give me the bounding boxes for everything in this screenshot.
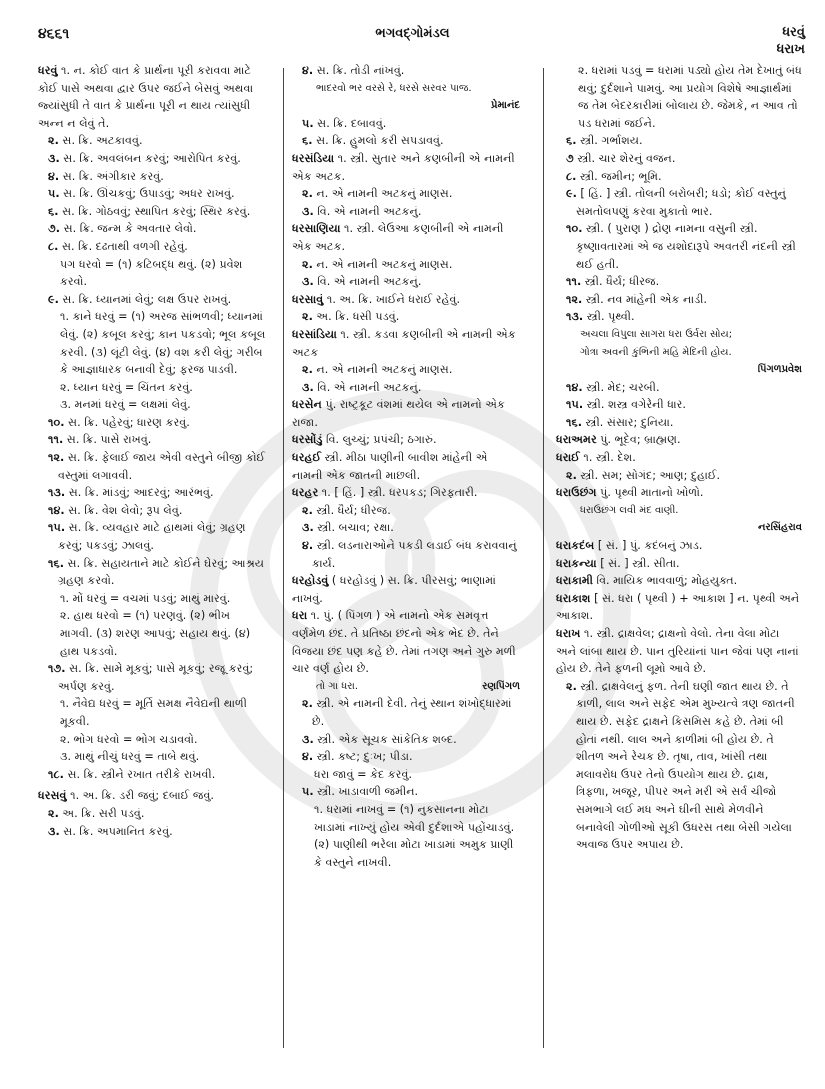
definition: [ સં. ] પું. કદંબનું ઝાડ. <box>594 539 703 553</box>
sense-number: ૨. <box>566 468 577 482</box>
sense-number: ૬. <box>48 204 59 218</box>
definition: સ્ત્રી. ધૈર્ય; ધીરજ. <box>312 503 391 517</box>
definition: સ્ત્રી. એ નામની દેવી. તેનું સ્થાન શંખોદ્ધારમાં છે. <box>312 697 512 728</box>
sense-number: ૨. <box>48 806 59 820</box>
headword: ધરા <box>292 609 308 623</box>
definition: સ્ત્રી. ખાડાવાળી જમીન. <box>313 785 419 799</box>
sense-number: ૬. <box>302 134 313 148</box>
sense <box>566 291 802 309</box>
idiom: ૩. માથું નીચું ધરવું = તાબે થવું. <box>60 750 200 764</box>
sense <box>302 731 520 749</box>
quote-source: રણપિંગળ <box>482 680 520 692</box>
dictionary-entry <box>38 787 266 805</box>
dictionary-entry <box>556 537 802 555</box>
page-number: ૪૬૬૧ <box>38 26 70 42</box>
definition: સ. ક્રિ. પહેરવું; ધારણ કરવું. <box>64 415 190 429</box>
sense <box>302 783 520 801</box>
definition: વિ. એ નામની અટકનું. <box>313 275 422 289</box>
headword: ધરહર <box>292 486 319 500</box>
headword: ધરહોડવું <box>292 574 329 588</box>
definition: ૧. ન. કોઈ વાત કે પ્રાર્થના પૂરી કરાવવા માટે કોઈ પાસે અથવા દ્વાર ઉપર જઈને બેસવું અથવા જ્યાંસુધી તે વાત કે પ્રાર્થના પૂરી ન થાય ત્યાંસુધી અન્ન ન લેવું તે. <box>38 64 254 130</box>
definition: [ સં. ] સ્ત્રી. સીતા. <box>596 556 680 570</box>
dictionary-entry <box>292 607 520 677</box>
definition: [ હિં. ] સ્ત્રી. તોલની બરોબરી; ધડો; કોઈ વસ્તુનું સમતોલપણું કરવા મુકાતો ભાર. <box>576 187 786 218</box>
sense-number: ૨. <box>302 187 313 201</box>
dictionary-entry <box>292 484 520 502</box>
headword: ધરસંડિયા <box>292 151 335 165</box>
sense-number: ૩. <box>302 732 314 746</box>
quotation <box>556 326 802 344</box>
definition: [ સં. ધરા ( પૃથ્વી ) + આકાશ ] ન. પૃથ્વી અને આકાશ. <box>556 591 800 623</box>
sense <box>302 502 520 520</box>
definition: સ. ક્રિ. વેશ લેવો; રૂપ લેવું. <box>64 503 183 517</box>
sense <box>566 379 802 397</box>
sense-number: ૧૧. <box>566 275 582 289</box>
definition: ૧. અ. ક્રિ. ખાઈને ધરાઈ રહેવું. <box>323 292 461 306</box>
sense <box>302 379 520 397</box>
quote-text: ધરાઉછંગ લવી મંદ વાણી. <box>580 504 679 516</box>
sense-number: ૯. <box>566 187 577 201</box>
quote-text: તો ગા ધરા. <box>316 680 359 692</box>
definition: પું. ભૂદેવ; બ્રાહ્મણ. <box>596 433 681 447</box>
quotation <box>556 344 802 362</box>
sense-number: ૧૦. <box>48 415 65 429</box>
sense <box>302 748 520 766</box>
sense <box>566 467 802 485</box>
sense-number: ૧૦. <box>566 222 583 236</box>
sense <box>566 396 802 414</box>
sense <box>48 555 266 590</box>
quote-source: નરસિંહરાવ <box>758 522 802 534</box>
definition: ( ધરહોડવું ) સ. ક્રિ. પીરસવું; ભાણામાં નાખવું. <box>292 574 496 605</box>
definition: વિ. એ નામની અટકનું. <box>313 204 422 218</box>
definition: વિ. માયિક ભાવવાળું; મોહયુક્ત. <box>592 574 738 588</box>
sense-number: ૭ <box>566 151 574 165</box>
sense-number: ૨. <box>302 257 313 271</box>
idiom: ધરા જાવું = કેદ કરવું. <box>314 767 412 781</box>
definition: સ. ક્રિ. સહાયતાને માટે કોઈને ઘેરવું; આશ્રય ગ્રહણ કરવો. <box>58 556 265 588</box>
definition: સ. ક્રિ. જન્મ કે અવતાર લેવો. <box>60 222 197 236</box>
sense-number: ૫. <box>48 187 60 201</box>
sense <box>48 519 266 554</box>
sense <box>302 519 520 537</box>
definition: સ્ત્રી. શસ્ત્ર વગેરેની ધાર. <box>583 398 686 412</box>
sense <box>48 185 266 203</box>
dictionary-entry <box>556 625 802 678</box>
definition: સ્ત્રી. મીઠા પાણીની બાવીશ માંહેની એ નામની એક જાતની માછલી. <box>292 451 488 482</box>
definition: વિ. લુચ્ચું; પ્રપંચી; ઠગારું. <box>322 433 437 447</box>
sense-number: ૧૩. <box>566 310 584 324</box>
definition: સ. ક્રિ. ગોઠવવું; સ્થાપિત કરવું; સ્થિર કરવું. <box>58 204 251 218</box>
idiom: ૨. ધરામાં પડવું = ધરામાં પડ્યો હોય તેમ દેખાતું બંધ થવું; દુર્દશાને પામવું. આ પ્રયોગ વિશેષે આજ્ઞાર્થમાં જ તેમ બેદરકારીમાં બોલાય છે. જેમકે, ન આવ તો પડ ધરામાં જઈને. <box>578 64 802 130</box>
sense <box>302 273 520 291</box>
definition: પું. રાષ્ટ્રકૂટ વંશમાં થયેલ એ નામનો એક રાજા. <box>292 398 505 429</box>
sense <box>302 185 520 203</box>
definition: ૧. પું. ( પિંગળ ) એ નામનો એક સમવૃત્ત વર્ણમેળ છંદ. તે પ્રતિષ્ઠા છંદનો એક ભેદ છે. તેને વિજયા છંદ પણ કહે છે. તેમાં તગણ અને ગુરુ મળી ચાર વર્ણ હોય છે. <box>292 609 516 676</box>
sense <box>566 414 802 432</box>
dictionary-entry <box>556 484 802 502</box>
dictionary-entry <box>292 220 520 255</box>
sense <box>302 132 520 150</box>
definition: સ. ક્રિ. અવલંબન કરવું; આરોપિત કરવું. <box>59 151 241 165</box>
dictionary-entry <box>292 291 520 309</box>
definition: સ્ત્રી. સમ; સોગંદ; આણ; દુહાઈ. <box>576 468 721 482</box>
column-divider <box>543 68 544 1048</box>
headword: ધરાખ <box>556 627 581 640</box>
definition: સ. ક્રિ. ઊંચકવું; ઉપાડવું; અધર રાખવું. <box>59 187 235 201</box>
sense-number: ૧૫. <box>566 398 584 412</box>
headword: ધરાકન્યા <box>556 556 597 570</box>
definition: ૧. સ્ત્રી. દેશ. <box>579 451 636 465</box>
definition: સ્ત્રી. બચાવ; રક્ષા. <box>313 521 394 535</box>
sense <box>48 484 266 502</box>
sense <box>48 238 266 256</box>
definition: સ. ક્રિ. દઢતાથી વળગી રહેવું. <box>58 239 188 253</box>
sense-number: ૩. <box>48 824 60 838</box>
column-right <box>556 62 802 854</box>
sense <box>566 308 802 326</box>
sense <box>48 203 266 221</box>
sense-number: ૩. <box>302 275 314 289</box>
sense-number: ૮. <box>48 239 59 253</box>
sense <box>302 308 520 326</box>
definition: ૧. સ્ત્રી. સુતાર અને કણબીની એ નામની એક અટક. <box>292 151 515 183</box>
sense <box>302 537 520 572</box>
sense-number: ૨. <box>302 310 313 324</box>
headword: ધરાકામી <box>556 574 593 588</box>
headword: ધરસેન <box>292 398 322 412</box>
sense <box>302 62 520 80</box>
sense-number: ૩. <box>302 380 314 394</box>
sense <box>566 185 802 220</box>
headword: ધરાઈ <box>556 451 580 465</box>
definition: સ. ક્રિ. તોડી નાંખવું. <box>313 64 405 77</box>
definition: ન. એ નામની અટકનું માણસ. <box>312 187 453 201</box>
column-divider <box>283 68 284 1048</box>
definition: ૧. સ્ત્રી. કડવા કણબીની એ નામની એક અટક <box>292 327 516 359</box>
idiom: ૧. કાને ધરવું = (૧) અરજ સાંભળવી; ધ્યાનમાં લેવું. (૨) કબૂલ કરવું; કાન પકડવો; ભૂલ કબૂલ કરવી. (૩) લૂંટી લેવું. (૪) વશ કરી લેવું; ગરીબ કે આજ્ઞાધારક બનાવી દેવું; ફરજ પાડવી. <box>60 310 266 377</box>
headword: ધરસાણિયા <box>292 222 341 236</box>
definition: સ્ત્રી. નવ માંહેની એક નાડી. <box>582 292 707 306</box>
definition: સ. ક્રિ. સ્ત્રીને રખાત તરીકે રાખવી. <box>63 767 216 781</box>
definition: સ. ક્રિ. પાસે રાખવું. <box>63 433 152 447</box>
definition: સ્ત્રી. મેદ; ચરબી. <box>582 380 660 394</box>
sense-number: ૧૬. <box>566 415 582 429</box>
headword: ધરસાંડિયા <box>292 327 337 341</box>
quote-source: પ્રેમાનંદ <box>490 100 520 112</box>
definition: સ્ત્રી. લડનારાઓને પકડી લડાઈ બંધ કરાવવાનું કાર્ય. <box>312 539 517 570</box>
quote-text: અચલા વિપુલા સાગરા ધરા ઉર્વરા સોય; <box>580 328 733 340</box>
quote-source: પિંગળપ્રવેશ <box>757 364 802 376</box>
definition: ન. એ નામની અટકનું માણસ. <box>312 257 453 271</box>
sense <box>302 361 520 379</box>
definition: સ્ત્રી. સંસાર; દુનિયા. <box>582 415 674 429</box>
sense-number: ૧૮. <box>48 767 64 781</box>
definition: ૧. સ્ત્રી. દ્રાક્ષવેલ; દ્રાક્ષનો વેલો. તેના વેલા મોટા અને લાંબા થાય છે. પાન તુરિયાંનાં પાન જેવાં પણ નાનાં હોય છે. તેને ફળની લૂમો આવે છે. <box>556 627 799 676</box>
definition: સ. ક્રિ. ફેલાઈ જાય એવી વસ્તુને બીજી કોઈ વસ્તુમાં લગાવવી. <box>58 451 266 482</box>
headword: ધરહઈ <box>292 451 322 465</box>
definition: સ. ક્રિ. દબાવવું. <box>313 116 387 130</box>
dictionary-entry <box>556 449 802 467</box>
sense <box>302 256 520 274</box>
definition: સ્ત્રી. જમીન; ભૂમિ. <box>576 169 662 183</box>
sense-number: ૪. <box>302 539 314 553</box>
definition: સ. ક્રિ. અટકાવવું. <box>58 134 143 148</box>
sense-number: ૨. <box>566 679 577 693</box>
sense-number: ૪. <box>302 750 314 764</box>
idiom: ૨. ધ્યાન ધરવું = ચિંતન કરવું. <box>60 380 193 394</box>
column-left <box>38 62 266 840</box>
headword: ધરસાવું <box>292 292 324 306</box>
sense <box>566 678 802 854</box>
quotation <box>292 678 520 696</box>
definition: ૧. [ હિં. ] સ્ત્રી. ધરપકડ; ગિરફતારી. <box>318 486 478 500</box>
headword: ધરાઉછંગ <box>556 486 597 500</box>
definition: સ. ક્રિ. હુમલો કરી સપડાવવું. <box>312 134 444 148</box>
definition: સ. ક્રિ. સામે મૂકવું; પાસે મૂકવું; રજૂ કરવું; અર્પણ કરવું. <box>58 662 254 693</box>
sense <box>302 203 520 221</box>
page-title: ભગવદ્ગોમંડલ <box>375 26 450 41</box>
definition: સ્ત્રી. ( પુરાણ ) દ્રોણ નામના વસુની સ્ત્રી. કૃષ્ણાવતારમાં એ જ યશોદારૂપે અવતરી નંદની સ્ત્રી થઈ હતી. <box>576 222 796 271</box>
column-middle <box>292 62 520 871</box>
definition: અ. ક્રિ. ધસી પડવું. <box>312 310 400 324</box>
dictionary-entry <box>556 555 802 573</box>
dictionary-entry <box>292 396 520 431</box>
dictionary-entry <box>556 572 802 590</box>
dictionary-entry <box>556 431 802 449</box>
sense <box>48 220 266 238</box>
sense <box>48 431 266 449</box>
definition: સ. ક્રિ. અપમાનિત કરવું. <box>59 824 173 838</box>
sense-number: ૫. <box>302 116 314 130</box>
sense <box>48 823 266 841</box>
dictionary-entry <box>292 326 520 361</box>
definition: સ્ત્રી. ગર્ભાશય. <box>576 134 643 148</box>
sense-number: ૧૨. <box>48 451 65 465</box>
sense-number: ૪. <box>302 64 314 77</box>
idiom: પગ ધરવો = (૧) કટિબદ્ધ થવું. (૨) પ્રવેશ કરવો. <box>60 257 243 289</box>
sense-number: ૩. <box>48 151 60 165</box>
sense-number: ૯. <box>48 292 59 306</box>
sense-number: ૨. <box>48 134 59 148</box>
sense-number: ૧૧. <box>48 433 64 447</box>
sense-number: ૧૨. <box>566 292 583 306</box>
sense <box>48 502 266 520</box>
definition: સ્ત્રી. એક સૂચક સાંકેતિક શબ્દ. <box>313 732 457 746</box>
sense <box>48 414 266 432</box>
quote-text: ગોત્રા અવની કુંભિની મહિ મેદિની હોય. <box>580 346 732 358</box>
sense <box>302 695 520 730</box>
sense-number: ૧૪. <box>566 380 583 394</box>
headword: ધરાકાશ <box>556 591 591 605</box>
sense-number: ૧૩. <box>48 486 66 500</box>
definition: સ્ત્રી. પૃથ્વી. <box>583 310 635 324</box>
sense <box>566 168 802 186</box>
dictionary-entry <box>38 62 266 132</box>
definition: ૧. સ્ત્રી. લેઉઆ કણબીની એ નામની એક અટક. <box>292 222 504 253</box>
sense <box>48 150 266 168</box>
idiom: ૧. મોં ધરવું = વચમાં પડવું; માથું મારવું. <box>60 591 231 605</box>
sense <box>48 168 266 186</box>
sense <box>566 220 802 273</box>
definition: સ્ત્રી. ધૈર્ય; ધીરજ. <box>581 275 660 289</box>
sense <box>566 132 802 150</box>
sense-number: ૮. <box>566 169 577 183</box>
idiom: ૨. હાથ ધરવો = (૧) પરણવું. (૨) ભીખ માગવી. (૩) શરણ આપવું; સહાય થવું. (૪) હાથ પકડવો. <box>60 609 251 658</box>
dictionary-entry <box>292 449 520 484</box>
sense-number: ૭. <box>48 222 61 236</box>
sense-number: ૪. <box>48 169 60 183</box>
headword: ધરસોંડું <box>292 433 323 447</box>
sense-number: ૫. <box>302 785 314 799</box>
headword: ધરવું <box>38 64 58 77</box>
guide-words <box>777 24 805 58</box>
definition: સ. ક્રિ. ધ્યાનમાં લેવું; લક્ષ ઉપર રાખવું. <box>58 292 232 306</box>
definition: ન. એ નામની અટકનું માણસ. <box>312 363 453 377</box>
quotation <box>292 80 520 98</box>
definition: સ્ત્રી. કષ્ટ; દુઃખ; પીડા. <box>313 750 413 764</box>
sense-number: ૧૭. <box>48 662 66 676</box>
sense-number: ૩. <box>302 204 314 218</box>
headword: ધરસવું <box>38 789 67 803</box>
idiom: ૧. ધરામાં નાખવું = (૧) નુકસાનના મોટા ખાડામાં નાખ્યું હોય એવી દુર્દશાએ પહોંચાડવું. (૨) પાણીથી ભરેલા મોટા ખાડામાં અમુક પ્રાણી કે વસ્તુને નાખવી. <box>314 802 515 869</box>
sense <box>48 805 266 823</box>
sense-number: ૧૫. <box>48 521 66 535</box>
sense-number: ૧૬. <box>48 556 64 570</box>
sense <box>48 132 266 150</box>
sense-number: ૨. <box>302 363 313 377</box>
idiom: ૨. ભોગ ધરવો = ભોગ ચડાવવો. <box>60 732 198 746</box>
sense <box>48 766 266 784</box>
definition: સ. ક્રિ. અંગીકાર કરવું. <box>59 169 164 183</box>
sense-number: ૬. <box>566 134 577 148</box>
idiom: ૩. મનમાં ધરવું = લક્ષમાં લેવું. <box>60 398 191 412</box>
headword: ધરાકદંબ <box>556 539 595 553</box>
idiom: ૧. નૈવેદ્ય ધરવું = મૂર્તિ સમક્ષ નૈવેદ્યની થાળી મૂકવી. <box>60 697 247 728</box>
page-header <box>0 0 825 60</box>
quote-text: ભાદરવો ભર વરસે રે, ધરસે સરવર પાજ. <box>316 82 472 94</box>
guide-word-first: ધરવું <box>782 25 805 40</box>
definition: સ્ત્રી. દ્રાક્ષવેલનું ફળ. તેની ઘણી જાત થાય છે. તે કાળી, લાલ અને સફેદ એમ મુખ્યત્વે ત્રણ જાતની થાય છે. સફેદ દ્રાક્ષને કિસમિસ કહે છે. તેમાં બી હોતાં નથી. લાલ અને કાળીમાં બી હોય છે. તે શીતળ અને રેચક છે. તૃષા, તાવ, ખાંસી તથા મલાવરોધ ઉપર તેનો ઉપયોગ થાય છે. દ્રાક્ષ, ત્રિફળા, ખજૂર, પીપર અને મરી એ સર્વ ચીજો સમભાગે લઈ મધ અને ઘીની સાથે મેળવીને બનાવેલી ગોળીઓ સૂકી ઉધરસ તથા બેસી ગયેલા અવાજ ઉપર અપાય છે. <box>576 679 795 852</box>
sense <box>48 660 266 695</box>
dictionary-entry <box>292 572 520 607</box>
definition: સ. ક્રિ. માંડવું; આદરવું; આરંભવું. <box>65 486 214 500</box>
guide-word-last: ધરાખ <box>776 42 805 57</box>
sense <box>566 273 802 291</box>
dictionary-entry <box>292 150 520 185</box>
sense-number: ૨. <box>302 697 313 711</box>
quotation <box>556 502 802 520</box>
sense <box>566 150 802 168</box>
sense-number: ૧૪. <box>48 503 65 517</box>
definition: ૧. અ. ક્રિ. ડરી જવું; દબાઈ જવું. <box>66 789 214 803</box>
definition: અ. ક્રિ. સરી પડવું. <box>58 806 145 820</box>
definition: પું. પૃથ્વી માતાનો ખોળો. <box>596 486 704 500</box>
definition: સ. ક્રિ. વ્યવહાર માટે હાથમાં લેવું; ગ્રહણ કરવું; પકડવું; ઝાલવું. <box>58 521 246 553</box>
sense-number: ૩. <box>302 521 314 535</box>
sense-number: ૨. <box>302 503 313 517</box>
sense <box>48 291 266 309</box>
definition: વિ. એ નામની અટકનું. <box>313 380 422 394</box>
headword: ધરાઅમર <box>556 433 597 447</box>
definition: સ્ત્રી. ચાર શેરનું વજન. <box>573 151 676 165</box>
sense <box>48 449 266 484</box>
sense <box>302 115 520 133</box>
dictionary-entry <box>292 431 520 449</box>
dictionary-entry <box>556 590 802 625</box>
